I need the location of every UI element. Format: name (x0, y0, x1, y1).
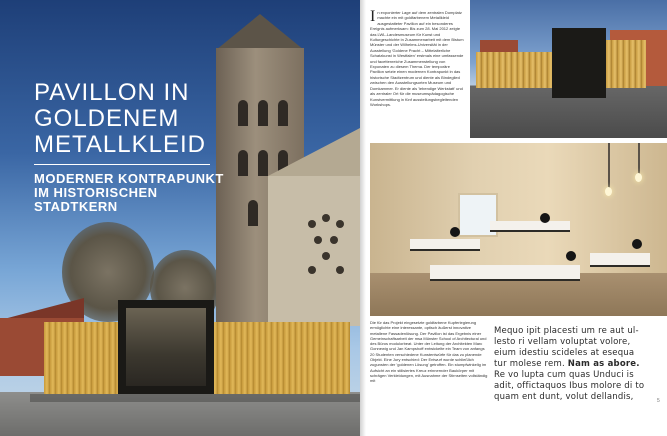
church-window (330, 236, 338, 244)
tower-window (278, 100, 288, 126)
church-window (336, 220, 344, 228)
church-facade (268, 176, 360, 326)
right-page (360, 0, 667, 436)
tower-window (248, 200, 258, 226)
quote-line: Mequo ipit placesti um re aut ul- (494, 326, 639, 336)
tower-window (258, 150, 268, 176)
quote-line: Re vo lupta cum quas Unduci is (494, 370, 634, 380)
quote-text: tur molese rem. (494, 359, 565, 369)
title-line: PAVILLON IN (34, 79, 190, 106)
title-divider (34, 164, 210, 165)
church-window (308, 220, 316, 228)
desk-lamp (566, 251, 576, 261)
int-table (590, 253, 650, 265)
title-line: METALLKLEID (34, 131, 206, 158)
subtitle-line: IM HISTORISCHEN (34, 185, 158, 200)
church-window (308, 266, 316, 274)
pendant-cord (638, 143, 640, 175)
article-subtitle (34, 172, 224, 214)
pendant-bulb (635, 173, 642, 182)
ext-pavilion-frame (552, 28, 606, 98)
church-window (336, 266, 344, 274)
page-gutter (360, 0, 366, 436)
church-window (322, 252, 330, 260)
int-floor (370, 273, 667, 316)
interior-photo (370, 143, 667, 316)
tower-spire (216, 14, 304, 50)
church-roof (268, 128, 360, 176)
pavilion-glass (126, 308, 206, 386)
pull-quote (494, 326, 656, 403)
desk-lamp (632, 239, 642, 249)
body-text: Die für das Projekt eingesetzte goldfarbene Kupferlegierung ermöglichte eine interessante, optisch äußerst innovative metallene Fassadenlösung. Der Pavillon ist das Ergebnis einer Gemeinschaftsarbeit der msa Münster School of Architectural und des Büros modulorbeat. Unter der Leitung der Architekten Marc Gonnewig und Jan Kampshoff entwickelte ein Team von anfangs 20 Studenten verschiedene Kunstentwürfe für das zu planende Objekt. Eine Jury entschied: Der Entwurf wurde schließlich zugunsten der 'goldenen Lösung' getroffen. Ein stumpfwinkelig im Aufsicht an ein stilisiertes Kreuz erinnernder Baukörper mit schrägen Verkleidungen, mit Ausnahme der Stirnseiten vollständig mit (370, 320, 488, 384)
quote-bold: Nam as abore. (567, 359, 640, 369)
article-title (34, 80, 206, 158)
title-line: GOLDENEM (34, 105, 180, 132)
int-window (458, 193, 498, 237)
tower-window (238, 100, 248, 126)
int-table (430, 265, 580, 279)
house-roof (0, 298, 84, 320)
quote-line (494, 359, 656, 370)
subtitle-line: STADTKERN (34, 199, 118, 214)
tower-window (258, 100, 268, 126)
quote-line: quam ent dunt, volut dellandis, (494, 392, 634, 402)
page-number: 5 (657, 398, 660, 404)
desk-lamp (450, 227, 460, 237)
drop-cap: I (370, 10, 376, 25)
exterior-photo (470, 0, 667, 138)
intro-text: n exponierter Lage auf dem zentralen Domplatz machte ein mit goldfarbenem Metallkleid ausgestatteter Pavillon auf ein besonderes Ereignis aufmerksam: Bis zum 28. Mai 2012 zeigte das LWL-Landesmuseum für Kunst und Kulturgeschichte in Zusammenarbeit mit dem Bistum Münster und der Wilhelms-Universität in der Ausstellung 'Goldene Pracht – Mittelalterliche Schatzkunst in Westfalen' erstmals eine umfassende und facettenreiche Zusammenstellung von Exponaten zu diesem Thema. Der temporäre Pavillon setzte einen modernen Kontrapunkt in das historische Stadtzentrum und diente als Bindeglied zwischen den Ausstellungsorten Museum und Domkammer. Er diente als 'lebendige Werkstatt' und als zentraler Ort für die museumspädagogische Kunstvermittlung in fünf ausstellungsbegleitenden Workshops. (370, 10, 464, 107)
subtitle-line: MODERNER KONTRAPUNKT (34, 171, 224, 186)
tower-window (238, 150, 248, 176)
quote-line: lesto ri vellam voluptat volore, (494, 337, 631, 347)
pendant-bulb (605, 187, 612, 196)
int-table (410, 239, 480, 249)
quote-line: eium idestiu scideles at esequa (494, 348, 635, 358)
church-window (322, 214, 330, 222)
desk-lamp (540, 213, 550, 223)
quote-line: adit, offictaquos Ibus molore di to (494, 381, 645, 391)
intro-paragraph (370, 10, 464, 152)
pendant-cord (608, 143, 610, 189)
int-table (490, 221, 570, 230)
ext-pavilion-side (606, 40, 646, 88)
church-window (314, 236, 322, 244)
pavilion-shadow (30, 394, 360, 402)
